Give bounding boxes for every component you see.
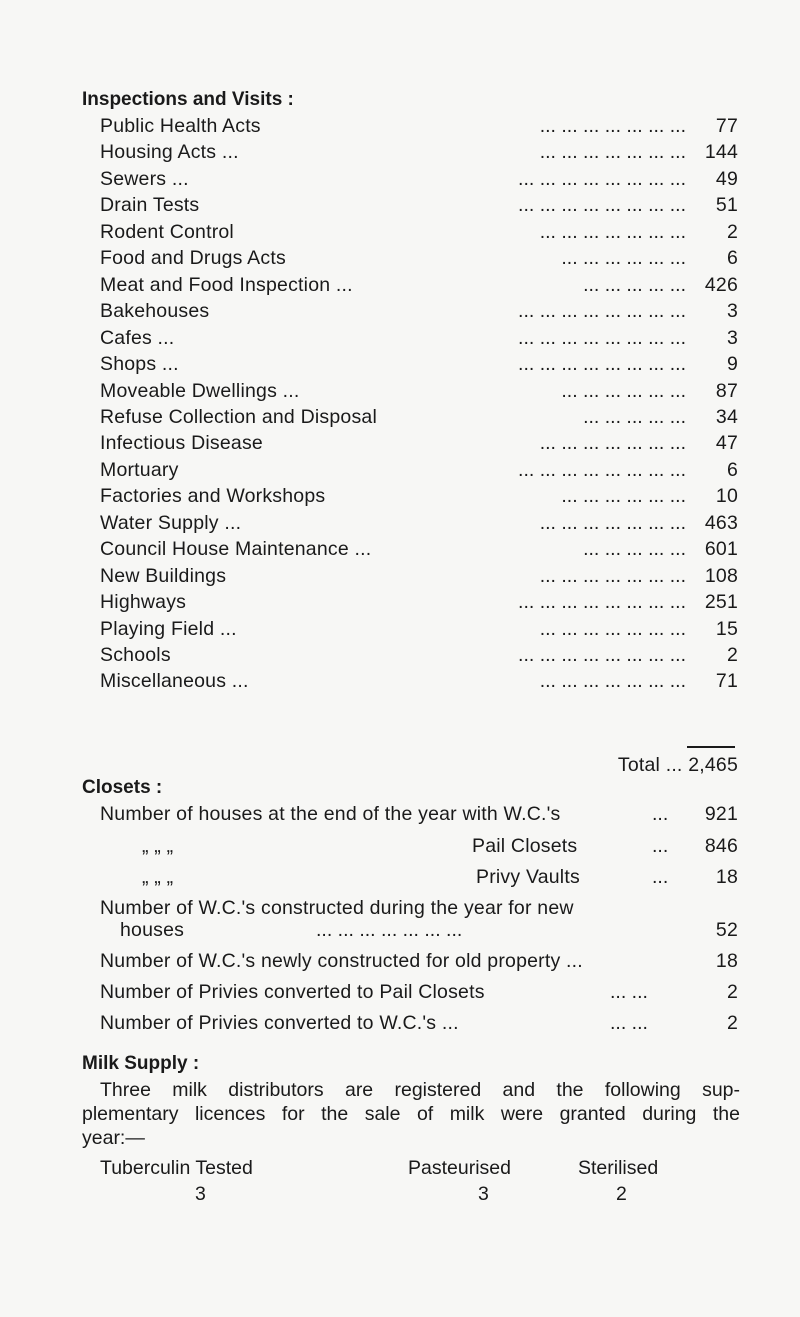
privies-pail-dots: ... ... bbox=[610, 981, 648, 1003]
ditto-marks: „ „ „ bbox=[142, 835, 174, 857]
inspection-label: Mortuary bbox=[100, 458, 179, 481]
constructed-value: 52 bbox=[715, 919, 738, 941]
inspection-row bbox=[100, 245, 738, 271]
inspection-value: 251 bbox=[704, 591, 738, 614]
total-line bbox=[618, 752, 738, 778]
inspection-label: Rodent Control bbox=[100, 220, 234, 243]
total-value: 2,465 bbox=[688, 754, 738, 776]
milk-para-line3: year:— bbox=[82, 1127, 145, 1149]
inspection-label: Highways bbox=[100, 591, 187, 614]
inspection-value: 2 bbox=[726, 220, 738, 243]
closets-privy-dots: ... bbox=[652, 866, 669, 888]
inspection-value: 3 bbox=[726, 300, 738, 323]
inspection-value: 144 bbox=[704, 141, 738, 164]
inspection-value: 71 bbox=[715, 670, 738, 693]
privies-wc-value: 2 bbox=[726, 1012, 738, 1034]
privies-wc-row bbox=[100, 1010, 738, 1036]
privies-wc-label: Number of Privies converted to W.C.'s ... bbox=[100, 1012, 459, 1034]
inspection-dots: ... ... ... ... ... ... bbox=[561, 247, 686, 270]
inspection-label: Infectious Disease bbox=[100, 432, 263, 455]
inspection-value: 49 bbox=[715, 167, 738, 190]
inspection-dots: ... ... ... ... ... bbox=[583, 273, 686, 296]
privies-pail-label: Number of Privies converted to Pail Closets bbox=[100, 981, 485, 1003]
old-property-row bbox=[100, 948, 738, 974]
inspection-label: Bakehouses bbox=[100, 300, 210, 323]
inspection-value: 463 bbox=[704, 511, 738, 534]
old-property-value: 18 bbox=[715, 950, 738, 972]
inspection-value: 87 bbox=[715, 379, 738, 402]
inspection-label: Moveable Dwellings ... bbox=[100, 379, 300, 402]
inspection-label: Housing Acts ... bbox=[100, 141, 239, 164]
inspection-label: Cafes ... bbox=[100, 326, 175, 349]
inspection-row bbox=[100, 483, 738, 509]
inspection-value: 426 bbox=[704, 273, 738, 296]
inspection-dots: ... ... ... ... ... ... ... bbox=[539, 564, 686, 587]
inspection-dots: ... ... ... ... ... ... ... bbox=[539, 432, 686, 455]
inspection-dots: ... ... ... ... ... ... ... ... bbox=[518, 458, 686, 481]
closets-wc-label: Number of houses at the end of the year with W.C.'s bbox=[100, 803, 561, 825]
inspection-value: 15 bbox=[715, 617, 738, 640]
inspection-dots: ... ... ... ... ... ... ... ... bbox=[518, 167, 686, 190]
privies-pail-value: 2 bbox=[726, 981, 738, 1003]
inspection-dots: ... ... ... ... ... bbox=[583, 405, 686, 428]
constructed-label-line1: Number of W.C.'s constructed during the year for new bbox=[100, 897, 574, 919]
ditto-marks: „ „ „ bbox=[142, 866, 174, 888]
inspection-label: Miscellaneous ... bbox=[100, 670, 249, 693]
total-rule bbox=[687, 746, 735, 748]
closets-heading: Closets : bbox=[82, 777, 163, 798]
inspection-row bbox=[100, 642, 738, 668]
inspection-row bbox=[100, 563, 738, 589]
milk-val-pasteurised: 3 bbox=[478, 1183, 489, 1205]
inspection-dots: ... ... ... ... ... ... bbox=[561, 379, 686, 402]
milk-para-line1: Three milk distributors are registered and the following sup- bbox=[100, 1079, 740, 1101]
milk-val-tuberculin: 3 bbox=[195, 1183, 206, 1205]
inspection-row bbox=[100, 668, 738, 694]
inspection-value: 47 bbox=[715, 432, 738, 455]
old-property-label: Number of W.C.'s newly constructed for old property ... bbox=[100, 950, 583, 972]
inspection-row bbox=[100, 139, 738, 165]
inspection-value: 3 bbox=[726, 326, 738, 349]
inspection-row bbox=[100, 589, 738, 615]
inspection-dots: ... ... ... ... ... ... ... bbox=[539, 617, 686, 640]
inspection-row bbox=[100, 351, 738, 377]
milk-col-pasteurised: Pasteurised bbox=[408, 1157, 511, 1179]
inspection-label: Food and Drugs Acts bbox=[100, 247, 286, 270]
inspection-value: 77 bbox=[715, 115, 738, 137]
privies-pail-row bbox=[100, 979, 738, 1005]
inspection-row bbox=[100, 192, 738, 218]
inspection-row bbox=[100, 510, 738, 536]
inspection-dots: ... ... ... ... ... bbox=[583, 538, 686, 561]
inspection-row bbox=[100, 616, 738, 642]
closets-pail-dots: ... bbox=[652, 835, 669, 857]
inspection-dots: ... ... ... ... ... ... ... bbox=[539, 115, 686, 137]
inspection-label: Playing Field ... bbox=[100, 617, 237, 640]
inspection-value: 34 bbox=[715, 405, 738, 428]
inspection-dots: ... ... ... ... ... ... bbox=[561, 485, 686, 508]
closets-privy-row bbox=[100, 864, 738, 890]
closets-wc-row bbox=[100, 801, 738, 827]
inspection-value: 601 bbox=[704, 538, 738, 561]
inspection-dots: ... ... ... ... ... ... ... ... bbox=[518, 353, 686, 376]
inspection-dots: ... ... ... ... ... ... ... ... bbox=[518, 644, 686, 666]
inspection-dots: ... ... ... ... ... ... ... ... bbox=[518, 591, 686, 614]
privies-wc-dots: ... ... bbox=[610, 1012, 648, 1034]
inspection-label: Shops ... bbox=[100, 353, 179, 376]
inspection-value: 9 bbox=[726, 353, 738, 376]
inspection-value: 51 bbox=[715, 194, 738, 217]
inspections-heading: Inspections and Visits : bbox=[82, 89, 294, 110]
constructed-label-line2: houses bbox=[120, 919, 185, 941]
inspection-label: Schools bbox=[100, 644, 171, 666]
constructed-dots: ... ... ... ... ... ... ... bbox=[316, 919, 463, 941]
closets-pail-value: 846 bbox=[704, 835, 738, 857]
closets-wc-dots: ... bbox=[652, 803, 669, 825]
inspection-dots: ... ... ... ... ... ... ... ... bbox=[518, 326, 686, 349]
inspection-value: 6 bbox=[726, 458, 738, 481]
inspection-label: Refuse Collection and Disposal bbox=[100, 405, 377, 428]
inspection-row bbox=[100, 166, 738, 192]
closets-privy-value: 18 bbox=[715, 866, 738, 888]
inspection-row bbox=[100, 272, 738, 298]
milk-para-line2: plementary licences for the sale of milk were granted during the bbox=[82, 1103, 740, 1125]
inspection-dots: ... ... ... ... ... ... ... bbox=[539, 511, 686, 534]
inspection-value: 108 bbox=[704, 564, 738, 587]
closets-privy-label: Privy Vaults bbox=[476, 866, 580, 888]
inspection-dots: ... ... ... ... ... ... ... bbox=[539, 141, 686, 164]
inspection-dots: ... ... ... ... ... ... ... ... bbox=[518, 300, 686, 323]
inspection-dots: ... ... ... ... ... ... ... bbox=[539, 670, 686, 693]
inspection-row bbox=[100, 536, 738, 562]
total-label: Total ... bbox=[617, 754, 683, 776]
inspection-label: New Buildings bbox=[100, 564, 227, 587]
inspection-row bbox=[100, 219, 738, 245]
inspection-label: Factories and Workshops bbox=[100, 485, 326, 508]
milk-val-sterilised: 2 bbox=[616, 1183, 627, 1205]
milk-col-tuberculin: Tuberculin Tested bbox=[100, 1157, 253, 1179]
inspection-label: Public Health Acts bbox=[100, 115, 261, 137]
inspection-row bbox=[100, 404, 738, 430]
milk-col-sterilised: Sterilised bbox=[578, 1157, 659, 1179]
inspection-row bbox=[100, 378, 738, 404]
closets-wc-value: 921 bbox=[704, 803, 738, 825]
inspection-row bbox=[100, 325, 738, 351]
constructed-row bbox=[100, 917, 738, 943]
inspection-row bbox=[100, 298, 738, 324]
inspection-label: Council House Maintenance ... bbox=[100, 538, 372, 561]
total-row bbox=[100, 752, 738, 778]
inspection-label: Drain Tests bbox=[100, 194, 200, 217]
inspection-dots: ... ... ... ... ... ... ... bbox=[539, 220, 686, 243]
inspection-label: Sewers ... bbox=[100, 167, 189, 190]
inspection-value: 10 bbox=[715, 485, 738, 508]
inspection-row bbox=[100, 430, 738, 456]
inspection-label: Water Supply ... bbox=[100, 511, 242, 534]
inspection-value: 6 bbox=[726, 247, 738, 270]
closets-pail-row bbox=[100, 833, 738, 859]
inspection-row bbox=[100, 457, 738, 483]
inspection-dots: ... ... ... ... ... ... ... ... bbox=[518, 194, 686, 217]
inspection-value: 2 bbox=[726, 644, 738, 666]
inspection-row bbox=[100, 113, 738, 139]
inspection-label: Meat and Food Inspection ... bbox=[100, 273, 353, 296]
milk-heading: Milk Supply : bbox=[82, 1053, 200, 1074]
closets-pail-label: Pail Closets bbox=[472, 835, 578, 857]
